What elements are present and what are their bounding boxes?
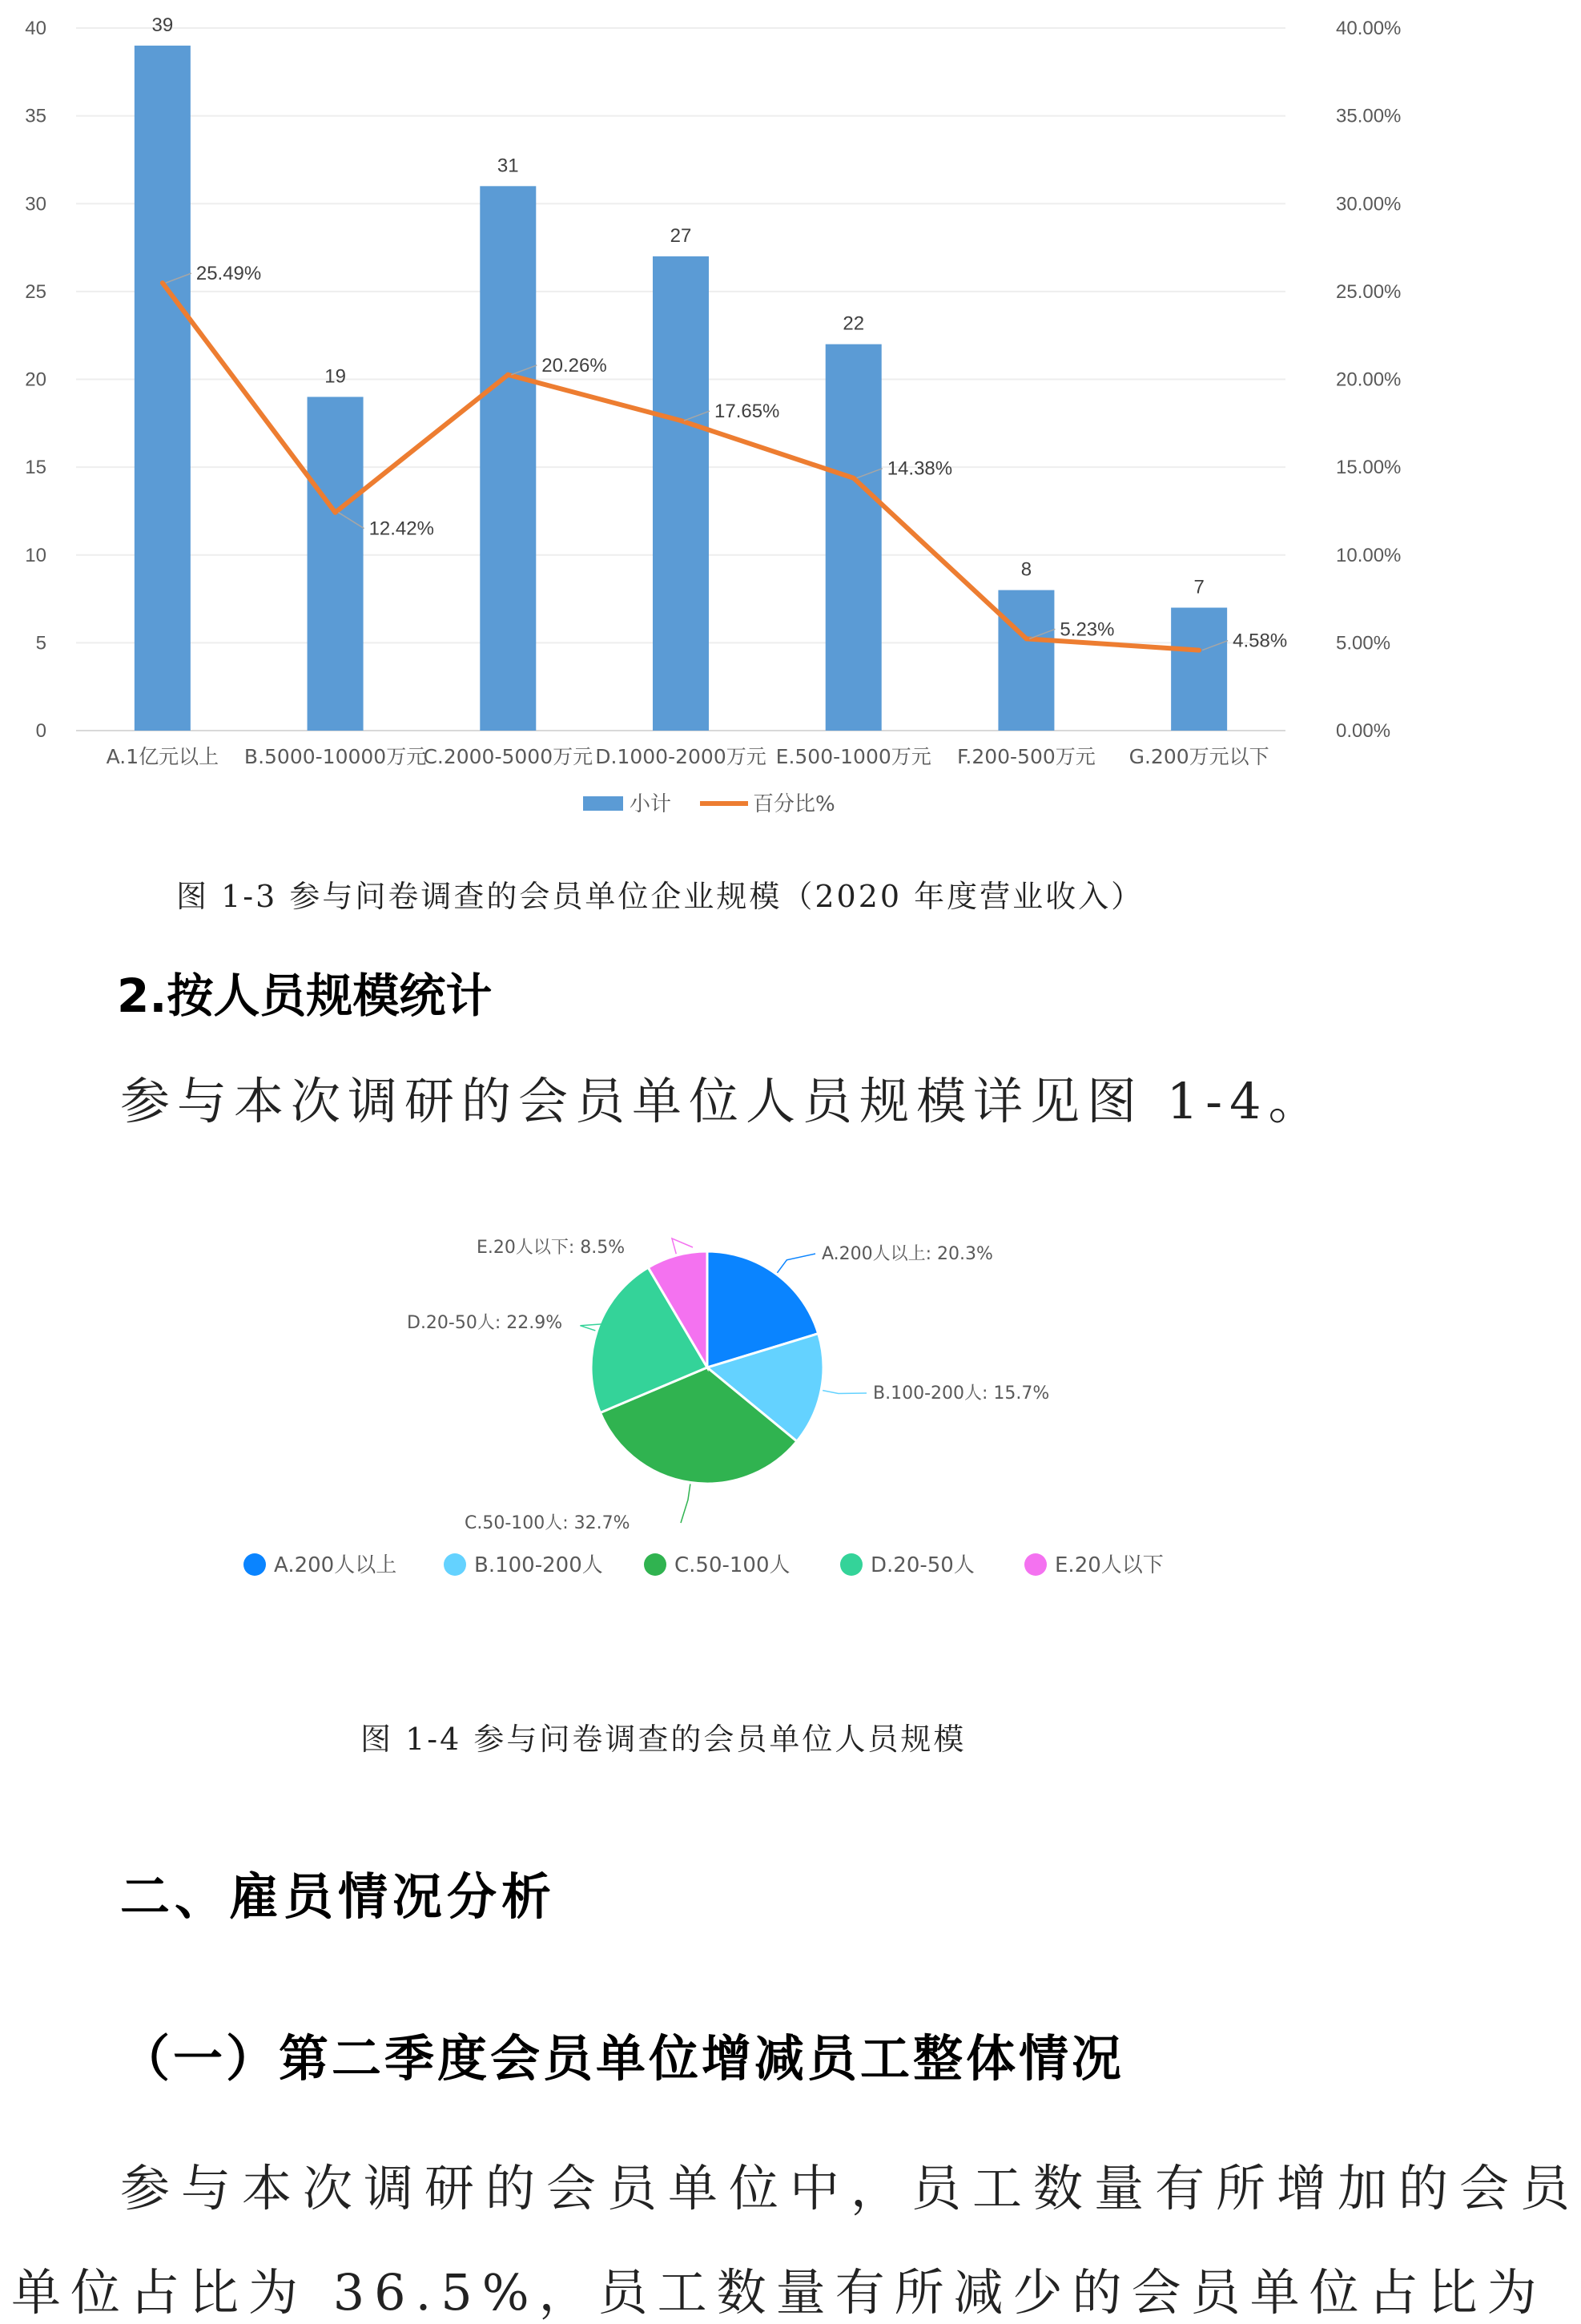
- category-label: B.5000-10000万元: [243, 745, 427, 768]
- category-label: D.1000-2000万元: [595, 745, 766, 768]
- line-value-label: 25.49%: [195, 263, 262, 285]
- pie-leader-line: [823, 1391, 867, 1394]
- subsection-title-q2: （一）第二季度会员单位增减员工整体情况: [120, 2029, 1125, 2088]
- line-point: [1197, 648, 1201, 653]
- legend-line-label: 百分比%: [753, 792, 835, 816]
- pie-leader-line: [681, 1484, 690, 1523]
- line-point: [333, 510, 338, 515]
- chart1-left-axis: [25, 18, 46, 742]
- legend-label: A.200人以上: [274, 1553, 397, 1577]
- y2-tick-label: 0.00%: [1336, 720, 1391, 742]
- paragraph-q2-line1: 参与本次调研的会员单位中，员工数量有所增加的会员: [120, 2159, 1581, 2217]
- line-value-label: 12.42%: [368, 518, 434, 540]
- category-label: G.200万元以下: [1128, 745, 1269, 768]
- paragraph-q2-line2: 单位占比为 36.5%，员工数量有所减少的会员单位占比为: [11, 2263, 1547, 2322]
- bar-value-label: 27: [670, 225, 692, 248]
- bar: [308, 397, 364, 731]
- bar: [826, 344, 882, 731]
- staff-scale-pie-chart: [0, 1202, 1426, 1618]
- subheading-staff-scale: 2.按人员规模统计: [117, 969, 493, 1023]
- bar: [1171, 608, 1227, 731]
- y-tick-label: 30: [25, 193, 46, 215]
- category-label: F.200-500万元: [957, 745, 1096, 768]
- y-tick-label: 40: [25, 18, 46, 39]
- legend-label: C.50-100人: [674, 1553, 790, 1577]
- pie-slice-label: E.20人以下: 8.5%: [477, 1238, 626, 1258]
- line-value-label: 4.58%: [1233, 630, 1288, 652]
- pie-slice-label: B.100-200人: 15.7%: [873, 1384, 1050, 1404]
- y-tick-label: 0: [35, 720, 46, 742]
- bar-value-label: 19: [324, 365, 346, 388]
- chart1-right-axis: [1336, 18, 1401, 742]
- line-point: [851, 476, 856, 481]
- y2-tick-label: 15.00%: [1336, 457, 1402, 479]
- bar-value-label: 22: [843, 312, 865, 335]
- line-value-label: 17.65%: [714, 401, 780, 423]
- y-tick-label: 25: [25, 280, 46, 303]
- paragraph-staff-scale: 参与本次调研的会员单位人员规模详见图 1-4。: [120, 1072, 1326, 1130]
- bar-value-label: 8: [1020, 558, 1032, 581]
- legend-swatch: [1024, 1553, 1047, 1576]
- y2-tick-label: 35.00%: [1336, 105, 1402, 127]
- y-tick-label: 35: [25, 105, 46, 127]
- bar: [998, 590, 1054, 731]
- y-tick-label: 20: [25, 369, 46, 391]
- y2-tick-label: 25.00%: [1336, 280, 1402, 303]
- legend-label: D.20-50人: [871, 1553, 975, 1577]
- bar: [135, 46, 191, 731]
- legend-label: B.100-200人: [474, 1553, 603, 1577]
- legend-bar-label: 小计: [630, 792, 672, 816]
- chart1-category-labels: [107, 745, 1269, 768]
- y2-tick-label: 10.00%: [1336, 544, 1402, 566]
- bar-value-label: 39: [151, 14, 174, 36]
- line-value-label: 14.38%: [887, 457, 953, 480]
- bar-value-label: 31: [497, 155, 519, 177]
- figure-caption-1-3: 图 1-3 参与问卷调查的会员单位企业规模（2020 年度营业收入）: [176, 879, 1145, 914]
- y-tick-label: 5: [35, 632, 46, 655]
- pie-leader-line: [777, 1254, 815, 1273]
- line-point: [505, 373, 510, 377]
- legend-swatch: [444, 1553, 466, 1576]
- legend-swatch: [840, 1553, 863, 1576]
- line-value-label: 5.23%: [1060, 618, 1115, 641]
- y-tick-label: 10: [25, 544, 46, 566]
- bar-value-label: 7: [1193, 576, 1205, 598]
- revenue-scale-chart: [0, 0, 1426, 849]
- y2-tick-label: 40.00%: [1336, 18, 1402, 39]
- y2-tick-label: 5.00%: [1336, 632, 1391, 655]
- legend-label: E.20人以下: [1055, 1553, 1164, 1577]
- category-label: E.500-1000万元: [775, 745, 931, 768]
- bar: [653, 256, 709, 731]
- line-point: [678, 418, 683, 423]
- legend-swatch: [644, 1553, 666, 1576]
- line-point: [1024, 636, 1028, 641]
- figure-caption-1-4: 图 1-4 参与问卷调查的会员单位人员规模: [360, 1722, 967, 1757]
- chart1-legend: [583, 792, 835, 816]
- category-label: C.2000-5000万元: [423, 745, 593, 768]
- bar: [480, 186, 536, 731]
- chart2-slices: [591, 1251, 823, 1484]
- legend-bar-swatch: [583, 796, 623, 811]
- pie-slice-label: D.20-50人: 22.9%: [407, 1313, 563, 1333]
- y-tick-label: 15: [25, 457, 46, 479]
- pie-slice-label: A.200人以上: 20.3%: [822, 1244, 993, 1264]
- line-value-label: 20.26%: [541, 354, 607, 377]
- category-label: A.1亿元以上: [106, 745, 219, 768]
- y2-tick-label: 30.00%: [1336, 193, 1402, 215]
- legend-swatch: [243, 1553, 266, 1576]
- line-point: [160, 280, 165, 285]
- section-title-employees: 二、雇员情况分析: [120, 1867, 557, 1926]
- pie-slice-label: C.50-100人: 32.7%: [465, 1513, 630, 1533]
- y2-tick-label: 20.00%: [1336, 369, 1402, 391]
- chart2-legend: [243, 1553, 1164, 1577]
